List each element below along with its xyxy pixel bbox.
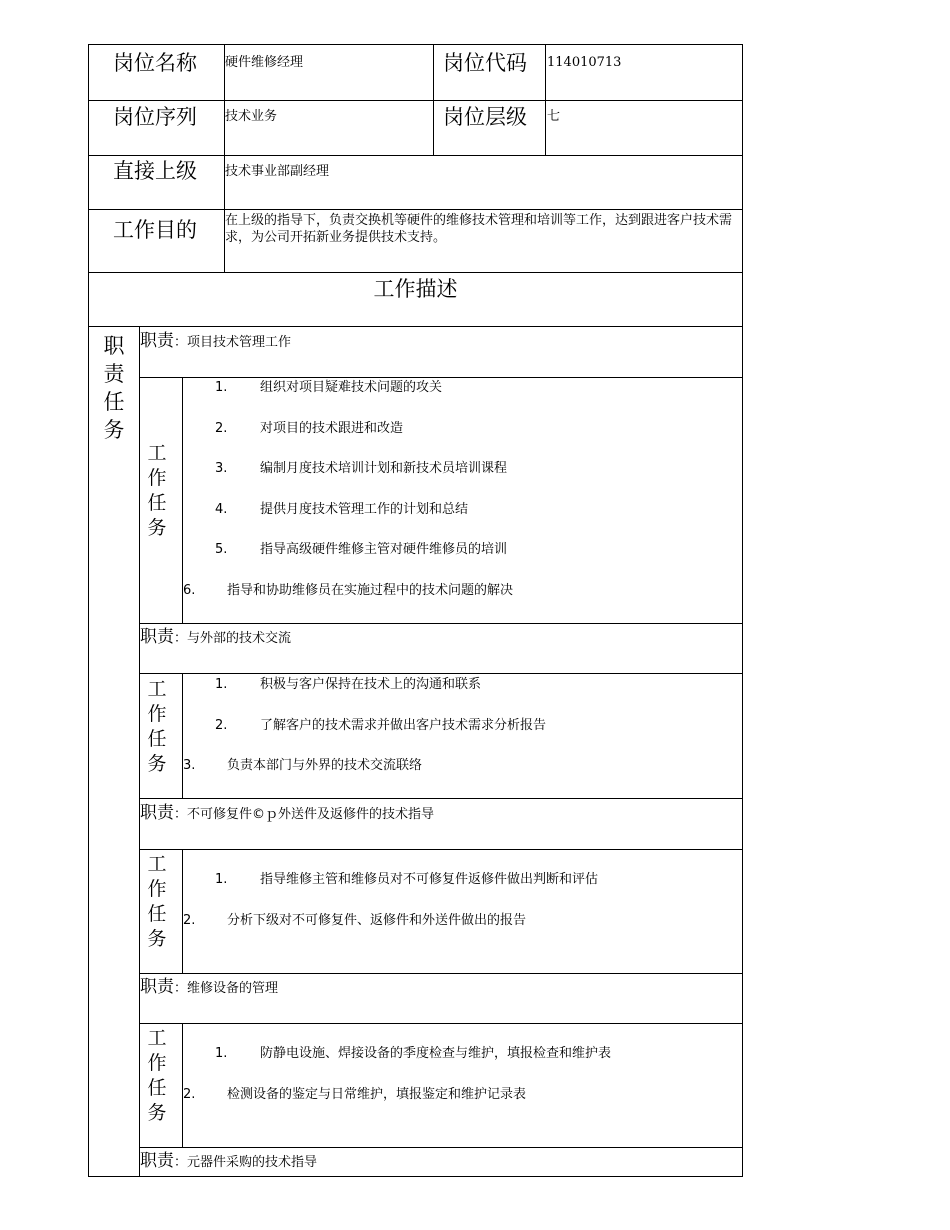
task-text: 积极与客户保持在技术上的沟通和联系 [260, 677, 482, 692]
task-label-char: 务 [147, 517, 167, 539]
duty-title-text: ：不可修复件©ｐ外送件及返修件的技术指导 [174, 807, 435, 822]
grid-line [88, 100, 743, 101]
grid-line [139, 849, 743, 850]
grid-line [742, 44, 743, 1177]
superior-label: 直接上级 [113, 159, 197, 183]
task-label-char: 作 [147, 878, 167, 900]
duty-prefix: 职责 [140, 627, 174, 647]
task-item [215, 543, 227, 556]
position-code-value: 114010713 [547, 55, 622, 70]
task-label-char: 任 [147, 492, 167, 514]
task-item [215, 422, 227, 435]
grid-line [139, 1147, 743, 1148]
task-label [142, 852, 172, 952]
task-item [183, 759, 195, 772]
grid-line [139, 673, 743, 674]
task-label-char: 任 [147, 1077, 167, 1099]
task-number: 1. [215, 677, 228, 692]
task-item [183, 914, 195, 927]
task-text: 编制月度技术培训计划和新技术员培训课程 [260, 461, 508, 476]
task-item [215, 873, 227, 886]
duty-title [140, 805, 434, 822]
position-name-label: 岗位名称 [113, 51, 197, 75]
task-label-char: 任 [147, 728, 167, 750]
duty-title [140, 1153, 317, 1170]
position-code-label: 岗位代码 [443, 51, 527, 75]
task-text: 组织对项目疑难技术问题的攻关 [260, 380, 443, 395]
task-number: 1. [215, 872, 228, 887]
grid-line [88, 44, 743, 45]
duty-prefix: 职责 [140, 803, 174, 823]
task-label-char: 务 [147, 753, 167, 775]
duty-title-text: ：项目技术管理工作 [174, 335, 292, 350]
grid-line [433, 44, 434, 156]
task-number: 2. [215, 421, 228, 436]
task-label-char: 工 [147, 678, 167, 700]
task-text: 指导和协助维修员在实施过程中的技术问题的解决 [227, 583, 514, 598]
task-number: 1. [215, 1046, 228, 1061]
task-label-char: 作 [147, 1052, 167, 1074]
task-label-char: 任 [147, 903, 167, 925]
grid-line [88, 272, 743, 273]
position-name-value: 硬件维修经理 [225, 55, 304, 70]
grid-line [139, 798, 743, 799]
grid-line [139, 326, 140, 1177]
task-item [215, 1047, 227, 1060]
duty-title-text: ：元器件采购的技术指导 [174, 1155, 318, 1170]
section-label-char: 责 [103, 362, 125, 386]
task-number: 3. [183, 758, 196, 773]
position-level-label: 岗位层级 [443, 105, 527, 129]
task-number: 2. [183, 1087, 196, 1102]
task-text: 分析下级对不可修复件、返修件和外送件做出的报告 [227, 913, 527, 928]
duty-title [140, 333, 291, 350]
duty-title-text: ：维修设备的管理 [174, 981, 279, 996]
task-label-char: 务 [147, 928, 167, 950]
grid-line [139, 1023, 743, 1024]
duty-prefix: 职责 [140, 331, 174, 351]
grid-line [88, 326, 743, 327]
duty-title-text: ：与外部的技术交流 [174, 631, 292, 646]
task-item [183, 1088, 195, 1101]
duty-prefix: 职责 [140, 1151, 174, 1171]
task-label-char: 务 [147, 1102, 167, 1124]
task-number: 2. [183, 913, 196, 928]
grid-line [139, 973, 743, 974]
superior-value: 技术事业部副经理 [225, 164, 330, 179]
task-item [215, 462, 227, 475]
task-number: 5. [215, 542, 228, 557]
section-label-char: 任 [103, 390, 125, 414]
task-number: 2. [215, 718, 228, 733]
section-label-char: 职 [103, 334, 125, 358]
task-number: 3. [215, 461, 228, 476]
task-number: 1. [215, 380, 228, 395]
task-text: 指导维修主管和维修员对不可修复件返修件做出判断和评估 [260, 872, 599, 887]
task-label-char: 作 [147, 467, 167, 489]
task-text: 指导高级硬件维修主管对硬件维修员的培训 [260, 542, 508, 557]
grid-line [182, 673, 183, 799]
grid-line [545, 44, 546, 156]
task-label [142, 677, 172, 777]
task-text: 提供月度技术管理工作的计划和总结 [260, 502, 469, 517]
task-label [142, 441, 172, 541]
task-number: 4. [215, 502, 228, 517]
grid-line [88, 155, 743, 156]
duty-prefix: 职责 [140, 977, 174, 997]
grid-line [88, 44, 89, 1177]
task-item [215, 719, 227, 732]
grid-line [88, 209, 743, 210]
task-label-char: 工 [147, 442, 167, 464]
position-level-value: 七 [547, 109, 561, 124]
task-text: 检测设备的鉴定与日常维护，填报鉴定和维护记录表 [227, 1087, 527, 1102]
purpose-value: 在上级的指导下，负责交换机等硬件的维修技术管理和培训等工作，达到跟进客户技术需求，为公司开拓新业务提供技术支持。 [225, 213, 733, 245]
grid-line [182, 849, 183, 974]
section-label [99, 332, 129, 444]
task-label-char: 工 [147, 853, 167, 875]
duty-title [140, 979, 278, 996]
purpose-label: 工作目的 [113, 218, 197, 242]
task-number: 6. [183, 583, 196, 598]
task-text: 对项目的技术跟进和改造 [260, 421, 404, 436]
description-title: 工作描述 [373, 277, 458, 301]
position-series-value: 技术业务 [225, 109, 278, 124]
task-label [142, 1026, 172, 1126]
task-item [183, 584, 195, 597]
task-item [215, 503, 227, 516]
grid-line [139, 623, 743, 624]
task-label-char: 工 [147, 1027, 167, 1049]
task-item [215, 381, 227, 394]
grid-line [88, 1176, 743, 1177]
task-text: 了解客户的技术需求并做出客户技术需求分析报告 [260, 718, 547, 733]
grid-line [182, 1023, 183, 1148]
duty-title [140, 629, 291, 646]
grid-line [139, 377, 743, 378]
task-label-char: 作 [147, 703, 167, 725]
task-item [215, 678, 227, 691]
task-text: 防静电设施、焊接设备的季度检查与维护，填报检查和维护表 [260, 1046, 612, 1061]
task-text: 负责本部门与外界的技术交流联络 [227, 758, 423, 773]
section-label-char: 务 [103, 418, 125, 442]
position-series-label: 岗位序列 [113, 105, 197, 129]
